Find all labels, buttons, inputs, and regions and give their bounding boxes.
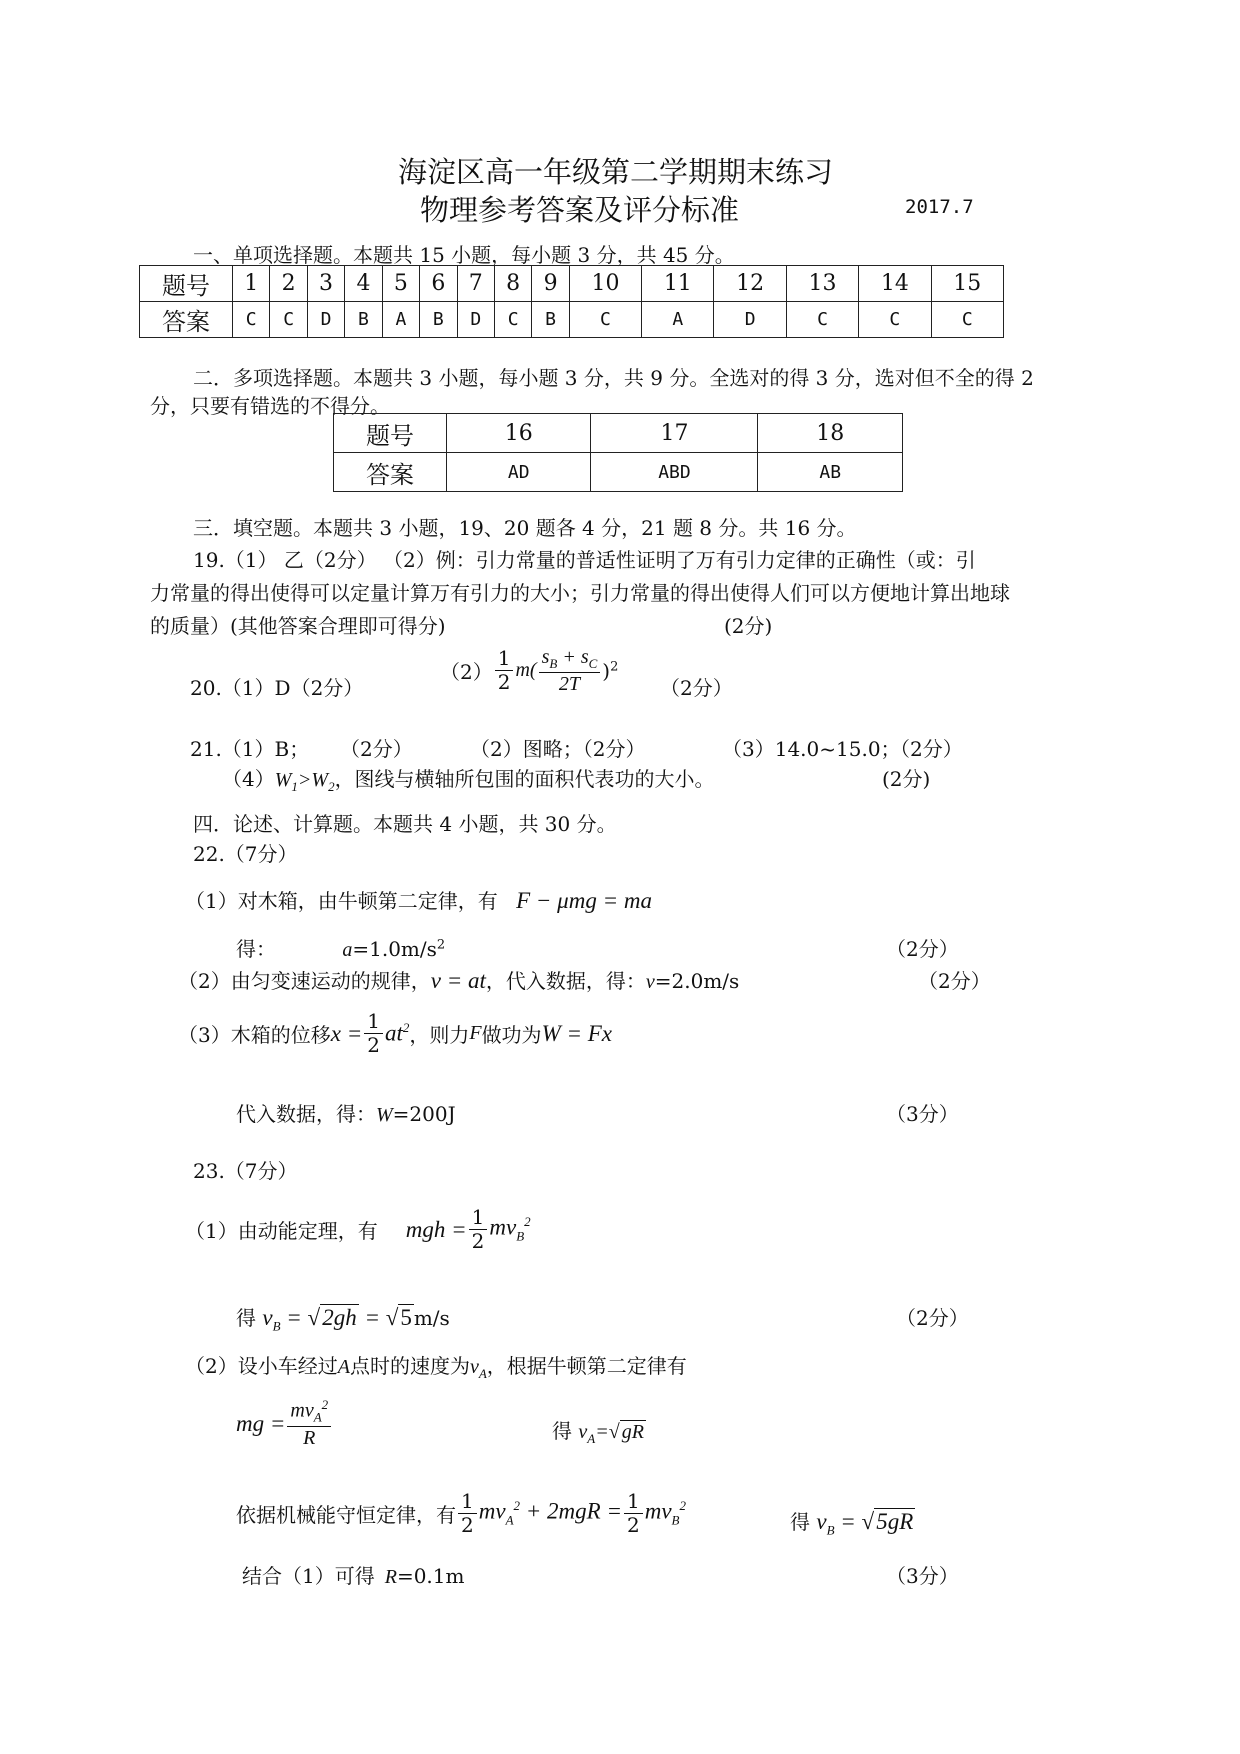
q21-part2: （2）图略；（2分） — [470, 737, 646, 761]
cell-answer: B — [420, 302, 457, 338]
formula-text: $v_A=√$ gR — [578, 1421, 644, 1446]
formula-text: $mv_B^2$ — [489, 1214, 531, 1244]
q22-part1 — [185, 885, 652, 914]
q21-part4-score: (2分) — [882, 767, 931, 791]
formula-text: $at^2$ — [384, 1020, 410, 1046]
q23-title: 23.（7分） — [193, 1159, 298, 1183]
cell-answer: B — [532, 302, 569, 338]
q22-part1-score: （2分） — [886, 937, 959, 961]
single-choice-answer-table — [139, 265, 1004, 338]
answer-row — [334, 453, 903, 492]
q22-part2-score: （2分） — [918, 969, 991, 993]
cell-number: 1 — [233, 266, 270, 302]
cell-answer: C — [233, 302, 270, 338]
cell-number: 13 — [786, 266, 858, 302]
row-label-number: 题号 — [140, 266, 233, 302]
formula-text: F — [469, 1022, 482, 1044]
q21-part4-label: （4） — [222, 767, 275, 791]
formula-fraction: $\frac{mv_A^2}{R}$ — [287, 1398, 331, 1450]
q23-part2-comb-text: 结合（1）可得 — [242, 1564, 375, 1588]
formula-text: $v_B = √2gh = √5$ — [262, 1305, 412, 1334]
formula-text: $mv_B^2$ — [644, 1498, 686, 1528]
q22-part3-text-d: 代入数据，得： — [236, 1102, 376, 1126]
q23-get-label: 得 — [236, 1306, 256, 1330]
formula-text: )$^2$ — [602, 658, 619, 683]
formula-text: W = Fx — [541, 1020, 612, 1046]
cell-number: 8 — [494, 266, 531, 302]
cell-number: 16 — [447, 414, 591, 453]
cell-answer: C — [786, 302, 858, 338]
cell-number: 9 — [532, 266, 569, 302]
formula-fraction: $\frac{1}{2}$ — [469, 1206, 488, 1253]
formula-text: mg = — [236, 1410, 286, 1436]
q21-part4-text: ，图线与横轴所包围的面积代表功的大小。 — [334, 767, 715, 791]
q23-part1-result — [236, 1302, 450, 1335]
q20-score: （2分） — [660, 676, 733, 700]
cell-answer: D — [714, 302, 786, 338]
formula-text: $v_B = √5gR$ — [816, 1509, 914, 1538]
q22-part1-text: （1）对木箱，由牛顿第二定律，有 — [185, 889, 498, 913]
q23-part2-newton — [236, 1398, 333, 1450]
multiple-choice-answer-table — [333, 413, 903, 492]
formula-fraction: $\frac{1}{2}$ — [364, 1010, 383, 1057]
q22-part3-result — [236, 1098, 456, 1127]
q22-title: 22.（7分） — [193, 842, 298, 866]
q22-result-a: =1.0m/s — [352, 937, 437, 961]
q20-part2 — [440, 646, 618, 696]
cell-number: 15 — [931, 266, 1003, 302]
q22-part3 — [178, 1010, 612, 1057]
question-number-row — [140, 266, 1004, 302]
q20-part1: 20.（1）D（2分） — [190, 676, 364, 700]
cell-answer: C — [270, 302, 307, 338]
formula-text: F − μmg = ma — [516, 888, 652, 913]
q21-part3: （3）14.0~15.0； — [722, 737, 901, 761]
cell-answer: C — [569, 302, 641, 338]
q22-part3-score: （3分） — [886, 1102, 959, 1126]
q23-get-label: 得 — [552, 1419, 572, 1443]
q23-part2-text-c: ，根据牛顿第二定律有 — [486, 1354, 687, 1378]
q23-part1-text: （1）由动能定理，有 — [185, 1219, 378, 1243]
section2-heading-line2: 分，只要有错选的不得分。 — [150, 394, 390, 418]
q23-result-r: =0.1m — [396, 1564, 465, 1588]
q20-part2-label: （2） — [440, 660, 493, 685]
formula-fraction: $\frac{1}{2}$ — [458, 1490, 477, 1537]
cell-number: 14 — [859, 266, 931, 302]
q23-part2 — [185, 1350, 687, 1382]
cell-number: 6 — [420, 266, 457, 302]
q22-part2-text-b: ，代入数据，得： — [485, 969, 646, 993]
section2-heading-line1: 二．多项选择题。本题共 3 小题，每小题 3 分，共 9 分。全选对的得 3 分，选对但不全的得 2 — [193, 366, 1034, 390]
q22-part3-text-b: ，则力 — [409, 1023, 470, 1047]
q22-result-w: =200J — [392, 1102, 456, 1126]
cell-answer: D — [307, 302, 344, 338]
cell-answer: A — [642, 302, 714, 338]
formula-text: $W_1>W_2$ — [274, 769, 335, 794]
cell-number: 4 — [345, 266, 382, 302]
formula-text: mgh = — [405, 1216, 467, 1242]
formula-text: W — [376, 1104, 393, 1126]
formula-fraction: $\frac{1}{2}$ — [495, 647, 514, 694]
q21-part4 — [222, 763, 715, 795]
question-number-row — [334, 414, 903, 453]
q19-line3: 的质量）(其他答案合理即可得分) — [150, 614, 446, 638]
q23-part1 — [185, 1206, 531, 1253]
cell-answer: AB — [758, 453, 903, 492]
cell-answer: C — [494, 302, 531, 338]
q21-part3-score: （2分） — [890, 737, 963, 761]
cell-number: 2 — [270, 266, 307, 302]
formula-fraction: $\frac{1}{2}$ — [624, 1490, 643, 1537]
section1-heading: 一、单项选择题。本题共 15 小题，每小题 3 分，共 45 分。 — [193, 243, 735, 267]
q23-part2-va — [552, 1415, 646, 1447]
q23-part2-text-b: 点时的速度为 — [349, 1354, 470, 1378]
cell-number: 3 — [307, 266, 344, 302]
q19-line1: 19.（1） 乙（2分） （2）例：引力常量的普适性证明了万有引力定律的正确性（或：引 — [193, 548, 976, 572]
q23-part1-score: （2分） — [896, 1306, 969, 1330]
row-label-answer: 答案 — [334, 453, 447, 492]
formula-text: $v_A$ — [469, 1356, 487, 1381]
q23-part2-result — [242, 1560, 464, 1589]
formula-text: x = — [330, 1020, 363, 1046]
q23-part1-unit: m/s — [413, 1306, 450, 1330]
formula-text: m( — [515, 659, 537, 682]
formula-fraction: $\frac{s_B + s_C}{2T}$ — [539, 646, 601, 696]
formula-text: R — [384, 1566, 397, 1588]
q23-part2-energy — [236, 1490, 686, 1537]
q22-part3-text-a: （3）木箱的位移 — [178, 1023, 331, 1047]
q23-part2-cons-text: 依据机械能守恒定律，有 — [236, 1503, 456, 1527]
q22-part3-text-c: 做功为 — [481, 1023, 542, 1047]
cell-number: 5 — [382, 266, 419, 302]
q19-line2: 力常量的得出使得可以定量计算万有引力的大小；引力常量的得出使得人们可以方便地计算出地球 — [150, 581, 1010, 605]
cell-number: 18 — [758, 414, 903, 453]
q22-result-v: =2.0m/s — [654, 969, 740, 993]
formula-text: v — [645, 971, 655, 993]
date-label: 2017.7 — [905, 196, 974, 218]
cell-number: 11 — [642, 266, 714, 302]
q22-get-label: 得： — [236, 937, 276, 961]
page-title: 海淀区高一年级第二学期期末练习 — [398, 155, 834, 189]
page-subtitle: 物理参考答案及评分标准 — [420, 193, 740, 227]
cell-answer: A — [382, 302, 419, 338]
row-label-answer: 答案 — [140, 302, 233, 338]
cell-answer: B — [345, 302, 382, 338]
q22-part2 — [178, 965, 739, 994]
answer-row — [140, 302, 1004, 338]
section3-heading: 三．填空题。本题共 3 小题，19、20 题各 4 分，21 题 8 分。共 16 分。 — [193, 516, 857, 540]
cell-answer: C — [931, 302, 1003, 338]
q23-part2-score: （3分） — [886, 1564, 959, 1588]
cell-number: 17 — [591, 414, 758, 453]
formula-text: A — [337, 1356, 350, 1378]
cell-number: 10 — [569, 266, 641, 302]
cell-answer: C — [859, 302, 931, 338]
cell-number: 12 — [714, 266, 786, 302]
q21-part1: 21.（1）B； — [190, 737, 310, 761]
q19-score: (2分) — [724, 614, 773, 638]
q22-part2-text-a: （2）由匀变速运动的规律， — [178, 969, 431, 993]
q23-part2-vb — [790, 1506, 915, 1539]
cell-answer: D — [457, 302, 494, 338]
q22-part1-result: 得： $a=1.0m/s^2$ — [236, 937, 446, 961]
q23-part2-text-a: （2）设小车经过 — [185, 1354, 338, 1378]
formula-text: a — [342, 939, 353, 961]
formula-text: $mv_A^2 + 2mgR$ = — [478, 1498, 622, 1528]
section4-heading: 四．论述、计算题。本题共 4 小题，共 30 分。 — [193, 812, 617, 836]
q23-get-label: 得 — [790, 1510, 810, 1534]
cell-answer: AD — [447, 453, 591, 492]
formula-text: v = at — [430, 968, 486, 993]
cell-answer: ABD — [591, 453, 758, 492]
cell-number: 7 — [457, 266, 494, 302]
q21-part1-score: （2分） — [340, 737, 413, 761]
row-label-number: 题号 — [334, 414, 447, 453]
